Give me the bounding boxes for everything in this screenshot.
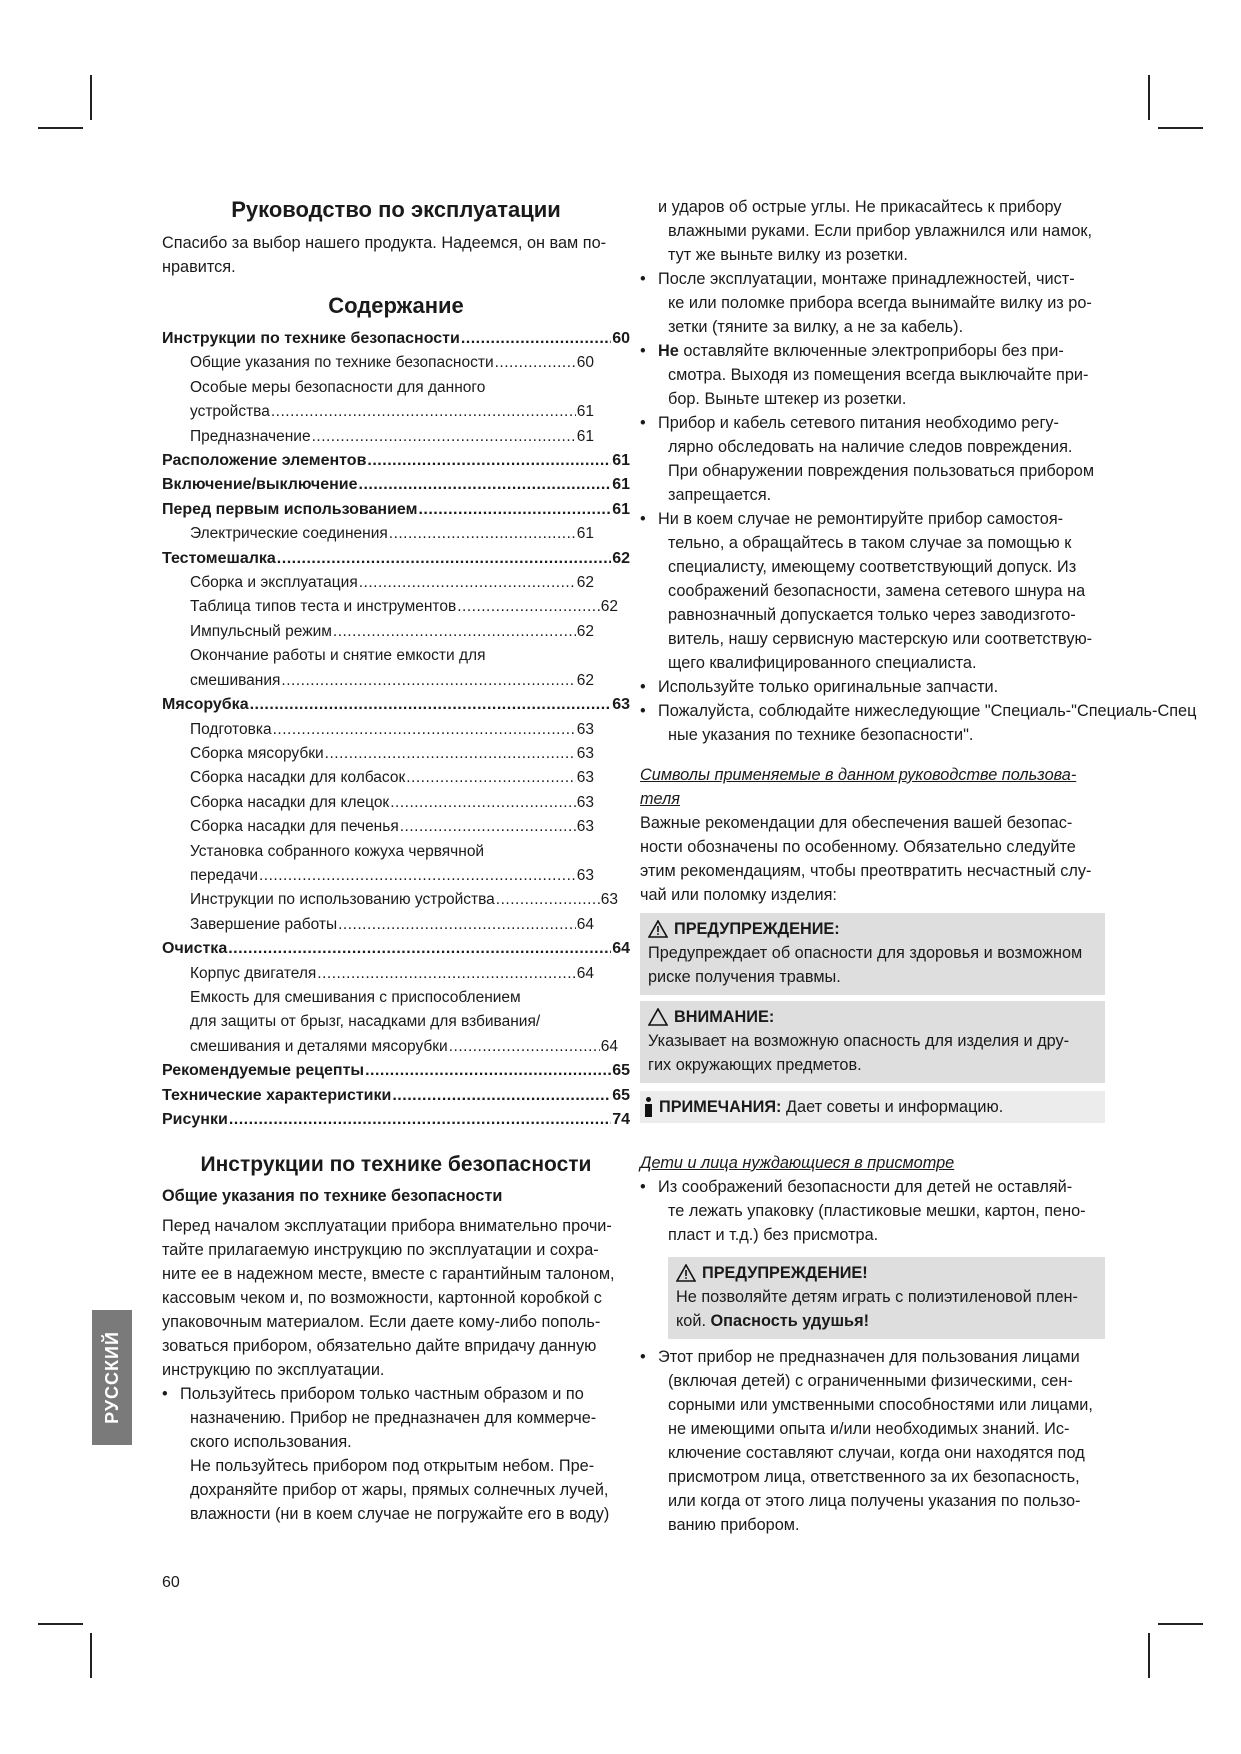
toc-entry-page: 62 bbox=[600, 598, 618, 616]
text-line: При обнаружении повреждения пользоваться прибором bbox=[668, 462, 1095, 480]
text-line: ности обозначены по особенному. Обязательно следуйте bbox=[640, 838, 1076, 856]
text-line: После эксплуатации, монтаже принадлежностей, чист- bbox=[658, 270, 1075, 288]
toc-leader-dots bbox=[418, 498, 611, 522]
toc-leader-dots bbox=[259, 864, 576, 888]
text-line: кой. bbox=[676, 1312, 711, 1330]
toc-entry-label: Общие указания по технике безопасности bbox=[190, 354, 494, 372]
list-item bbox=[640, 1175, 1105, 1247]
toc-entry bbox=[162, 1108, 630, 1132]
text-line: ке или поломке прибора всегда вынимайте вилку из ро- bbox=[668, 294, 1092, 312]
text-line: упаковочным материалом. Если даете кому-либо пополь- bbox=[162, 1313, 601, 1332]
text-line: или когда от этого лица получены указания по пользо- bbox=[668, 1492, 1081, 1510]
warning-box bbox=[640, 913, 1105, 995]
text-line: щего квалифицированного специалиста. bbox=[668, 654, 977, 672]
toc-leader-dots bbox=[359, 473, 612, 497]
toc-entry-page: 63 bbox=[576, 720, 594, 738]
note-label: ПРИМЕЧАНИЯ: bbox=[659, 1098, 782, 1116]
crop-mark bbox=[38, 127, 83, 129]
children-title: Дети и лица нуждающиеся в присмотре bbox=[640, 1154, 955, 1172]
toc-entry bbox=[162, 962, 630, 986]
toc-entry-page: 61 bbox=[576, 403, 594, 421]
toc-entry bbox=[162, 327, 630, 351]
symbols-text bbox=[640, 811, 1105, 907]
warning-box bbox=[668, 1257, 1105, 1339]
text-line: ского использования. bbox=[190, 1433, 352, 1452]
text-line: Пользуйтесь прибором только частным образом и по bbox=[180, 1385, 584, 1404]
toc-entry-label: Расположение элементов bbox=[162, 452, 367, 470]
toc-entry-label: устройства bbox=[190, 403, 270, 421]
toc-entry-page: 64 bbox=[612, 940, 630, 958]
toc-entry-label: Тестомешалка bbox=[162, 549, 276, 567]
toc-entry-label: Окончание работы и снятие емкости для bbox=[190, 647, 486, 665]
info-icon bbox=[644, 1097, 653, 1117]
safety-section-title: Инструкции по технике безопасности bbox=[200, 1153, 592, 1177]
toc-entry-page: 63 bbox=[576, 866, 594, 884]
warning-icon bbox=[648, 920, 668, 938]
text-line: лярно обследовать на наличие следов повреждения. bbox=[668, 438, 1073, 456]
toc-entry bbox=[162, 400, 630, 424]
list-item bbox=[640, 1345, 1105, 1537]
toc-entry-label: Подготовка bbox=[190, 720, 272, 738]
toc-entry bbox=[162, 840, 630, 864]
toc-entry-label: смешивания и деталями мясорубки bbox=[190, 1037, 448, 1055]
toc-entry-page: 62 bbox=[612, 549, 630, 567]
toc-leader-dots bbox=[250, 693, 612, 717]
bullet-list bbox=[640, 267, 1197, 747]
text-line: оставляйте включенные электроприборы без при- bbox=[678, 342, 1064, 360]
list-item bbox=[640, 411, 1105, 507]
toc-leader-dots bbox=[389, 522, 576, 546]
text-line: Важные рекомендации для обеспечения вашей безопас- bbox=[640, 814, 1073, 832]
toc-entry-label: Предназначение bbox=[190, 427, 311, 445]
text-line: этим рекомендациям, чтобы преотвратить несчастный слу- bbox=[640, 862, 1092, 880]
warning-label: ПРЕДУПРЕЖДЕНИЕ! bbox=[702, 1264, 868, 1282]
crop-mark bbox=[1158, 1623, 1203, 1625]
crop-mark bbox=[1158, 127, 1203, 129]
text-line: Ни в коем случае не ремонтируйте прибор самостоя- bbox=[658, 510, 1064, 528]
toc-entry-page: 61 bbox=[612, 476, 630, 494]
toc-leader-dots bbox=[367, 449, 611, 473]
toc-entry bbox=[162, 449, 630, 473]
toc-leader-dots bbox=[281, 669, 575, 693]
toc-entry-label: Перед первым использованием bbox=[162, 500, 418, 518]
toc-entry-label: Включение/выключение bbox=[162, 476, 358, 494]
text-line: специалисту, имеющему соответствующий допуск. Из bbox=[668, 558, 1077, 576]
toc-entry-page: 74 bbox=[612, 1111, 630, 1128]
list-item bbox=[640, 699, 1197, 747]
text-line: влажными руками. Если прибор увлажнился или намок, bbox=[668, 222, 1093, 240]
toc-leader-dots bbox=[359, 571, 576, 595]
crop-mark bbox=[1148, 75, 1150, 120]
toc-entry bbox=[162, 888, 630, 912]
toc-entry bbox=[162, 913, 630, 937]
toc-entry-page: 63 bbox=[576, 793, 594, 811]
toc-leader-dots bbox=[312, 425, 576, 449]
toc-entry-page: 62 bbox=[576, 574, 594, 592]
toc-entry-label: Инструкции по технике безопасности bbox=[162, 330, 460, 347]
toc-entry-label: Сборка насадки для колбасок bbox=[190, 769, 406, 787]
warning-icon bbox=[676, 1264, 696, 1282]
text-line: витель, нашу сервисную мастерскую или соответствую- bbox=[668, 630, 1093, 648]
text-line: Используйте только оригинальные запчасти. bbox=[658, 678, 999, 696]
symbols-title: Символы применяемые в данном руководстве пользова- bbox=[640, 766, 1077, 784]
toc-entry-label: Сборка мясорубки bbox=[190, 744, 324, 762]
toc-entry bbox=[162, 742, 630, 766]
text-line: равнозначный допускается только через заводизгото- bbox=[668, 606, 1076, 624]
page-number: 60 bbox=[162, 1574, 180, 1591]
text-line: гих окружающих предметов. bbox=[648, 1056, 862, 1074]
toc-entry-label: Корпус двигателя bbox=[190, 964, 317, 982]
toc-entry-label: Импульсный режим bbox=[190, 622, 332, 640]
toc-entry-page: 60 bbox=[576, 354, 594, 372]
toc-leader-dots bbox=[338, 913, 576, 937]
toc-entry-page: 64 bbox=[576, 964, 594, 982]
text-line: не имеющими опыта и/или необходимых знаний. Ис- bbox=[668, 1420, 1070, 1438]
text-line: Пожалуйста, соблюдайте нижеследующие "Специаль-"Специаль-Спец bbox=[658, 702, 1197, 720]
toc-entry bbox=[162, 986, 630, 1010]
toc-leader-dots bbox=[317, 962, 575, 986]
toc-entry-label: Сборка и эксплуатация bbox=[190, 574, 358, 592]
toc-entry bbox=[162, 864, 630, 888]
text-line: (включая детей) с ограниченными физическими, сен- bbox=[668, 1372, 1073, 1390]
text-line: Этот прибор не предназначен для пользования лицами bbox=[658, 1348, 1080, 1366]
toc-leader-dots bbox=[390, 791, 576, 815]
text-line: присмотром лица, ответственного за их безопасность, bbox=[668, 1468, 1080, 1486]
bullet-list bbox=[640, 1345, 1105, 1537]
toc-entry-page: 60 bbox=[612, 330, 630, 347]
list-item bbox=[640, 675, 1105, 699]
toc-leader-dots bbox=[325, 742, 576, 766]
toc-entry-page: 61 bbox=[576, 525, 594, 543]
warning-label: ПРЕДУПРЕЖДЕНИЕ: bbox=[674, 920, 840, 938]
list-item bbox=[162, 1382, 630, 1526]
toc-entry-page: 63 bbox=[576, 769, 594, 787]
toc-entry-label: Рисунки bbox=[162, 1111, 228, 1128]
bullet-list bbox=[162, 1382, 630, 1526]
toc-entry-label: Рекомендуемые рецепты bbox=[162, 1062, 365, 1080]
text-line: тайте прилагаемую инструкцию по эксплуатации и сохра- bbox=[162, 1241, 599, 1260]
toc-entry-label: Мясорубка bbox=[162, 696, 249, 714]
note-box bbox=[640, 1091, 1105, 1123]
text-line: смотра. Выходя из помещения всегда выключайте при- bbox=[668, 366, 1089, 384]
toc-entry bbox=[162, 571, 630, 595]
language-tab-label: РУССКИЙ bbox=[101, 1331, 122, 1424]
toc-entry-label: Емкость для смешивания с приспособлением bbox=[190, 988, 521, 1006]
text-line: и ударов об острые углы. Не прикасайтесь к прибору bbox=[658, 198, 1062, 216]
text-line: тельно, а обращайтесь в таком случае за помощью к bbox=[668, 534, 1072, 552]
toc-entry bbox=[162, 1059, 630, 1083]
toc-leader-dots bbox=[406, 766, 576, 790]
text-line: кассовым чеком и, по возможности, картонной коробкой с bbox=[162, 1289, 602, 1308]
crop-mark bbox=[90, 75, 92, 120]
text-line: Не позволяйте детям играть с полиэтиленовой плен- bbox=[676, 1288, 1078, 1306]
toc-entry-label: Установка собранного кожуха червячной bbox=[190, 842, 485, 860]
toc-entry bbox=[162, 815, 630, 839]
toc-title: Содержание bbox=[328, 293, 464, 318]
toc-entry bbox=[162, 620, 630, 644]
toc-entry-page: 63 bbox=[612, 696, 630, 714]
toc-entry bbox=[162, 522, 630, 546]
toc-entry-label: Особые меры безопасности для данного bbox=[190, 378, 486, 396]
toc-entry bbox=[162, 669, 630, 693]
text-line: инструкцию по эксплуатации. bbox=[162, 1361, 385, 1380]
text-line: ванию прибором. bbox=[668, 1516, 800, 1534]
general-safety-title: Общие указания по технике безопасности bbox=[162, 1187, 503, 1206]
crop-mark bbox=[38, 1623, 83, 1625]
continued-text bbox=[640, 195, 1105, 267]
symbols-title: теля bbox=[640, 790, 680, 808]
note-text: Дает советы и информацию. bbox=[781, 1098, 1004, 1116]
caution-label: ВНИМАНИЕ: bbox=[674, 1008, 775, 1026]
text-line: ключение составляют случаи, когда они находятся под bbox=[668, 1444, 1085, 1462]
toc-entry-label: Инструкции по использованию устройства bbox=[190, 891, 495, 909]
toc-leader-dots bbox=[271, 400, 576, 424]
toc-leader-dots bbox=[333, 620, 576, 644]
toc-entry-page: 61 bbox=[612, 452, 630, 470]
text-line: Перед началом эксплуатации прибора внимательно прочи- bbox=[162, 1217, 612, 1236]
toc-entry bbox=[162, 1035, 630, 1059]
toc-entry bbox=[162, 766, 630, 790]
caution-icon bbox=[648, 1008, 668, 1026]
toc-entry-page: 62 bbox=[576, 622, 594, 640]
text-line: соображений безопасности, замена сетевого шнура на bbox=[668, 582, 1086, 600]
toc-entry-label: смешивания bbox=[190, 671, 281, 689]
toc-leader-dots bbox=[365, 1059, 611, 1083]
toc-entry bbox=[162, 498, 630, 522]
toc-entry-page: 65 bbox=[612, 1062, 630, 1080]
toc-leader-dots bbox=[449, 1035, 600, 1059]
toc-entry-label: Очистка bbox=[162, 940, 228, 958]
text-line: Из соображений безопасности для детей не оставляй- bbox=[658, 1178, 1073, 1196]
text-line: ные указания по технике безопасности". bbox=[668, 726, 974, 744]
toc-entry-page: 63 bbox=[600, 891, 618, 909]
text-line: Предупреждает об опасности для здоровья и возможном bbox=[648, 944, 1083, 962]
toc-entry bbox=[162, 937, 630, 961]
text-line: влажности (ни в коем случае не погружайте его в воду) bbox=[190, 1505, 610, 1524]
toc-leader-dots bbox=[229, 1108, 611, 1132]
text-line: ните ее в надежном месте, вместе с гарантийным талоном, bbox=[162, 1265, 615, 1284]
toc-entry bbox=[162, 1010, 630, 1034]
text-line: тут же выньте вилку из розетки. bbox=[668, 246, 908, 264]
intro-line: Спасибо за выбор нашего продукта. Надеемся, он вам по- bbox=[162, 234, 607, 252]
text-line: сорными или умственными способностями или лицами, bbox=[668, 1396, 1093, 1414]
toc-entry-page: 63 bbox=[576, 818, 594, 836]
text-line: Не пользуйтесь прибором под открытым небом. Пре- bbox=[190, 1457, 595, 1476]
toc-entry bbox=[162, 351, 630, 375]
text-line: Прибор и кабель сетевого питания необходимо регу- bbox=[658, 414, 1059, 432]
text-line: назначению. Прибор не предназначен для коммерче- bbox=[190, 1409, 597, 1428]
list-item bbox=[640, 507, 1105, 675]
toc-entry-label: Электрические соединения bbox=[190, 525, 388, 543]
bold-word: Не bbox=[658, 342, 679, 360]
bold-warning: Опасность удушья! bbox=[710, 1312, 869, 1330]
toc-entry-page: 61 bbox=[612, 500, 630, 518]
toc-leader-dots bbox=[273, 718, 576, 742]
toc-leader-dots bbox=[461, 327, 611, 351]
toc-entry-page: 63 bbox=[576, 744, 594, 762]
toc-entry bbox=[162, 595, 630, 619]
text-line: риске получения травмы. bbox=[648, 968, 841, 986]
toc-entry bbox=[162, 693, 630, 717]
text-line: запрещается. bbox=[668, 486, 772, 504]
toc-entry-page: 61 bbox=[576, 427, 594, 445]
toc-entry-label: Сборка насадки для печенья bbox=[190, 818, 399, 836]
toc-entry bbox=[162, 547, 630, 571]
text-line: зетки (тяните за вилку, а не за кабель). bbox=[668, 318, 964, 336]
text-line: те лежать упаковку (пластиковые мешки, картон, пено- bbox=[668, 1202, 1086, 1220]
left-column bbox=[162, 195, 630, 1526]
text-line: пласт и т.д.) без присмотра. bbox=[668, 1226, 879, 1244]
crop-mark bbox=[1148, 1633, 1150, 1678]
toc-leader-dots bbox=[392, 1084, 611, 1108]
toc-entry bbox=[162, 718, 630, 742]
toc-entry-page: 64 bbox=[576, 915, 594, 933]
toc-entry-page: 64 bbox=[600, 1037, 618, 1055]
toc-entry bbox=[162, 791, 630, 815]
text-line: зоваться прибором, обязательно дайте впридачу данную bbox=[162, 1337, 597, 1356]
toc-entry-page: 62 bbox=[576, 671, 594, 689]
toc-leader-dots bbox=[400, 815, 576, 839]
list-item bbox=[640, 267, 1105, 339]
toc-leader-dots bbox=[495, 351, 576, 375]
caution-box bbox=[640, 1001, 1105, 1083]
toc-entry bbox=[162, 644, 630, 668]
toc-leader-dots bbox=[277, 547, 611, 571]
toc-entry-label: передачи bbox=[190, 866, 258, 884]
intro-line: нравится. bbox=[162, 258, 236, 276]
text-line: дохраняйте прибор от жары, прямых солнечных лучей, bbox=[190, 1481, 609, 1500]
language-tab bbox=[92, 1310, 132, 1445]
general-safety-text bbox=[162, 1214, 630, 1382]
bullet-list bbox=[640, 1175, 1105, 1247]
toc-leader-dots bbox=[496, 888, 600, 912]
toc-entry bbox=[162, 425, 630, 449]
toc-leader-dots bbox=[457, 595, 600, 619]
text-line: чай или поломку изделия: bbox=[640, 886, 837, 904]
manual-title: Руководство по эксплуатации bbox=[231, 197, 561, 222]
right-column bbox=[640, 195, 1197, 1537]
toc-entry-page: 65 bbox=[612, 1086, 630, 1104]
toc-entry bbox=[162, 1084, 630, 1108]
toc-entry bbox=[162, 473, 630, 497]
toc-leader-dots bbox=[228, 937, 611, 961]
toc-entry bbox=[162, 376, 630, 400]
toc-entry-label: Завершение работы bbox=[190, 915, 338, 933]
toc-entry-label: Технические характеристики bbox=[162, 1086, 392, 1104]
text-line: Указывает на возможную опасность для изделия и дру- bbox=[648, 1032, 1070, 1050]
list-item bbox=[640, 339, 1105, 411]
toc-entry-label: для защиты от брызг, насадками для взбивания/ bbox=[190, 1013, 541, 1031]
toc-entry-label: Таблица типов теста и инструментов bbox=[190, 598, 457, 616]
table-of-contents bbox=[162, 327, 630, 1132]
toc-entry-label: Сборка насадки для клецок bbox=[190, 793, 390, 811]
crop-mark bbox=[90, 1633, 92, 1678]
text-line: бор. Выньте штекер из розетки. bbox=[668, 390, 907, 408]
